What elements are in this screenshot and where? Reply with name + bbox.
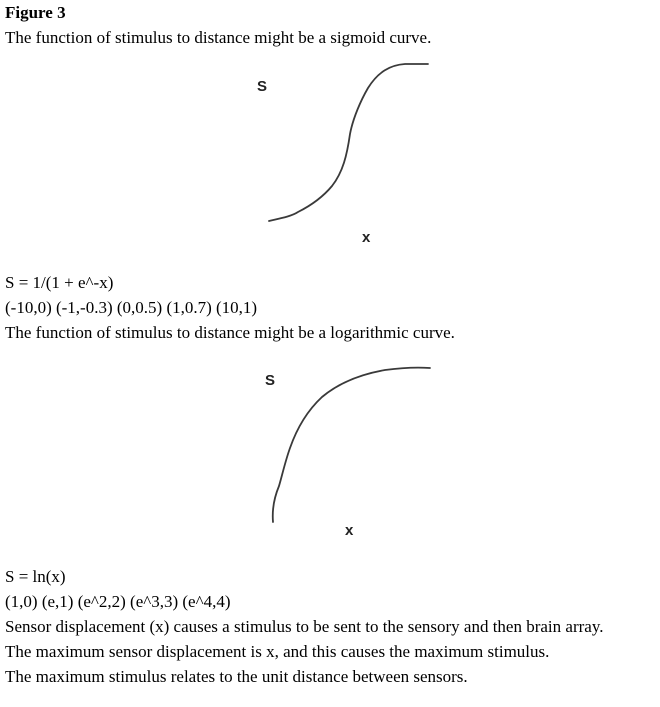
sigmoid-intro-text: The function of stimulus to distance might be a sigmoid curve.: [5, 28, 432, 47]
figure-title: Figure 3: [5, 3, 66, 22]
paragraph-line-3: The maximum stimulus relates to the unit distance between sensors.: [5, 667, 468, 686]
log-equation: S = ln(x): [5, 567, 66, 586]
paragraph-line-2: The maximum sensor displacement is x, and this causes the maximum stimulus.: [5, 642, 550, 661]
sigmoid-equation: S = 1/(1 + e^-x): [5, 273, 114, 292]
log-x-axis-label: x: [345, 522, 354, 539]
log-y-axis-label: S: [265, 372, 276, 389]
sigmoid-y-axis-label: S: [257, 78, 268, 95]
sigmoid-points: (-10,0) (-1,-0.3) (0,0.5) (1,0.7) (10,1): [5, 298, 258, 317]
paragraph-line-1: Sensor displacement (x) causes a stimulus to be sent to the sensory and then brain array.: [5, 617, 604, 636]
log-curve-stroke: [273, 368, 430, 522]
log-points: (1,0) (e,1) (e^2,2) (e^3,3) (e^4,4): [5, 592, 231, 611]
log-intro-text: The function of stimulus to distance might be a logarithmic curve.: [5, 323, 455, 342]
sigmoid-x-axis-label: x: [362, 229, 371, 246]
